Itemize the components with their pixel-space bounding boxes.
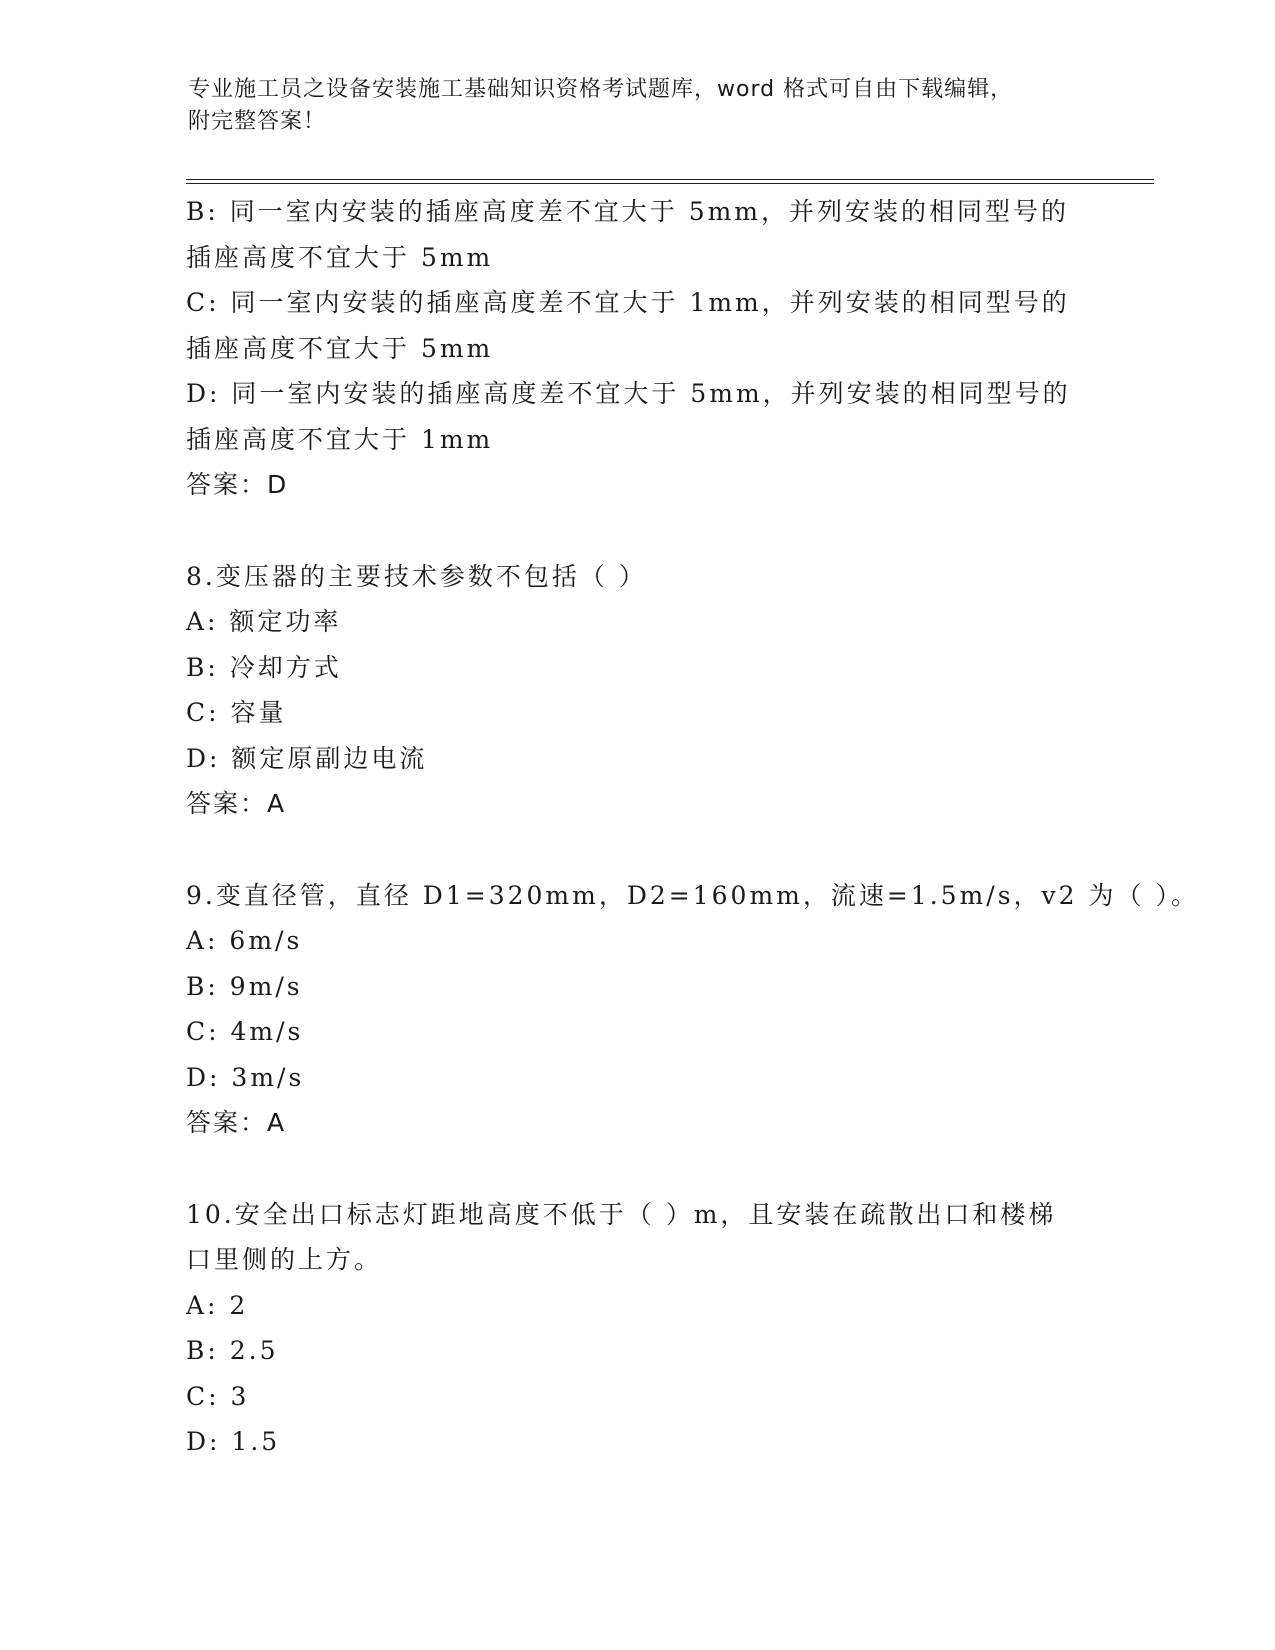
option-c: C: 4m/s — [186, 1017, 304, 1046]
header-line-1: 专业施工员之设备安装施工基础知识资格考试题库，word 格式可自由下载编辑， — [188, 77, 1014, 102]
question-text-line-1: 10.安全出口标志灯距地高度不低于（ ）m，且安装在疏散出口和楼梯 — [186, 1199, 1057, 1229]
option-c-line-2: 插座高度不宜大于 5mm — [186, 333, 494, 363]
option-b: B: 冷却方式 — [186, 652, 342, 682]
question-text: 8.变压器的主要技术参数不包括（ ） — [186, 561, 647, 591]
question-content — [186, 189, 1199, 1465]
option-b-line-1: B: 同一室内安装的插座高度差不宜大于 5mm，并列安装的相同型号的 — [186, 197, 1070, 226]
question-9 — [186, 873, 1199, 1146]
spacer — [186, 508, 1086, 554]
answer-label: 答案：A — [186, 789, 287, 818]
header-divider-bottom — [186, 183, 1154, 184]
option-c: C: 3 — [186, 1381, 250, 1411]
option-b-line-2: 插座高度不宜大于 5mm — [186, 242, 494, 272]
option-c-line-1: C: 同一室内安装的插座高度差不宜大于 1mm，并列安装的相同型号的 — [186, 288, 1070, 317]
header-line-2: 附完整答案！ — [188, 109, 327, 134]
question-text-line-2: 口里侧的上方。 — [186, 1245, 383, 1274]
question-10 — [186, 1192, 1086, 1465]
option-b: B: 9m/s — [186, 971, 303, 1001]
question-8 — [186, 554, 1086, 827]
header-divider-top — [186, 179, 1154, 180]
option-a: A: 额定功率 — [186, 607, 342, 636]
option-b: B: 2.5 — [186, 1336, 279, 1365]
option-d-line-1: D: 同一室内安装的插座高度差不宜大于 5mm，并列安装的相同型号的 — [186, 379, 1071, 408]
spacer — [186, 1146, 1086, 1192]
option-d: D: 额定原副边电流 — [186, 743, 428, 773]
answer-label: 答案：D — [186, 470, 289, 499]
answer-label: 答案：A — [186, 1108, 287, 1137]
option-a: A: 6m/s — [186, 926, 303, 955]
option-d: D: 1.5 — [186, 1427, 281, 1456]
option-d-line-2: 插座高度不宜大于 1mm — [186, 424, 494, 454]
question-7-tail — [186, 189, 1086, 508]
document-header — [188, 74, 1088, 138]
option-c: C: 容量 — [186, 698, 287, 727]
question-text: 9.变直径管，直径 D1=320mm，D2=160mm，流速=1.5m/s，v2 为（ ）。 — [186, 880, 1199, 910]
option-d: D: 3m/s — [186, 1062, 305, 1092]
option-a: A: 2 — [186, 1290, 249, 1320]
spacer — [186, 827, 1086, 873]
